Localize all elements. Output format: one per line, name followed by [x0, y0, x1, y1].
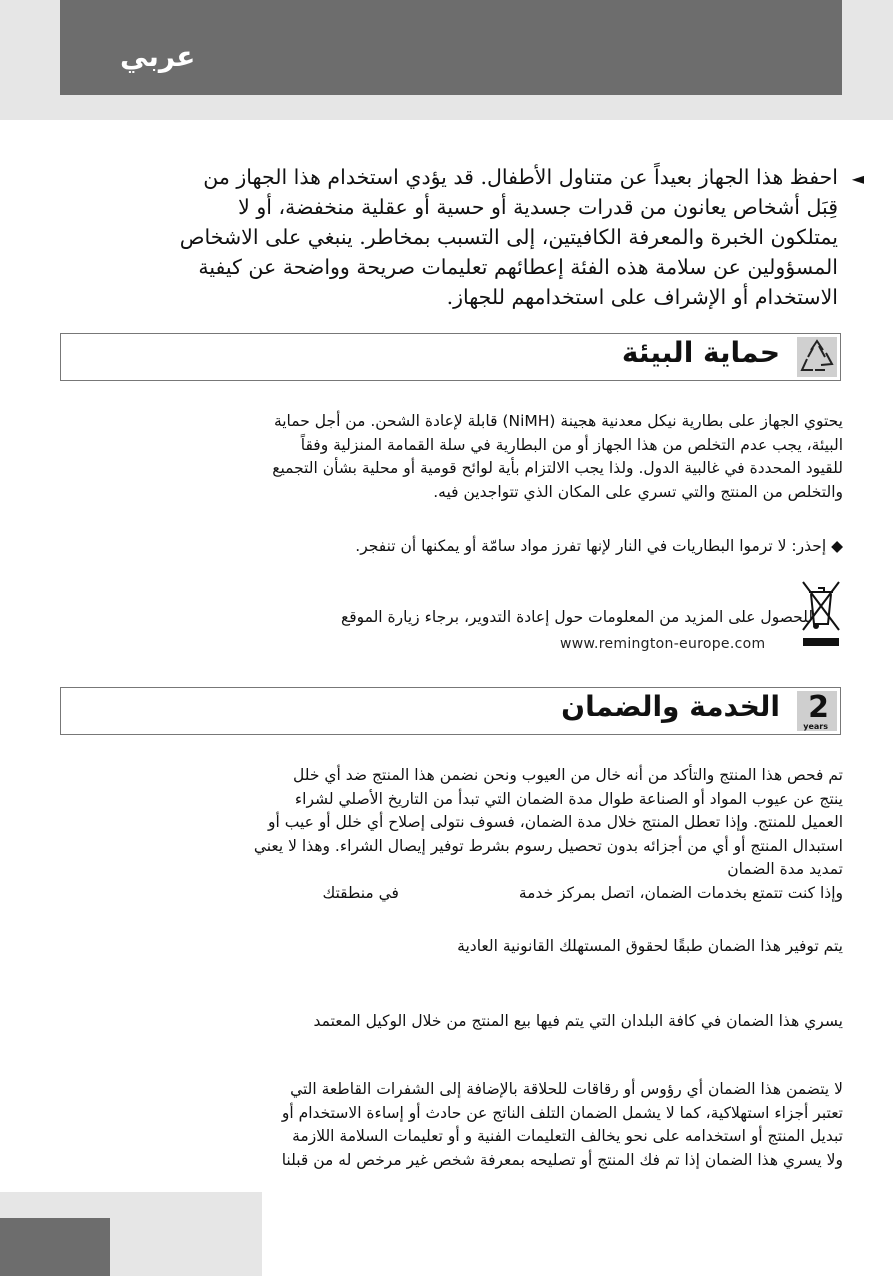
battery-caution	[53, 535, 843, 559]
warranty-line: تعتبر أجزاء استهلاكية، كما لا يشمل الضمان التلف الناتج عن حادث أو إساءة الاستخدام أو	[281, 1103, 843, 1122]
warranty-line: يتم توفير هذا الضمان طبقًا لحقوق المستهلك القانونية العادية	[457, 937, 843, 955]
warranty-paragraph-3	[53, 1010, 843, 1034]
warranty-line: تم فحص هذا المنتج والتأكد من أنه خال من العيوب ونحن نضمن هذا المنتج ضد أي خلل	[292, 766, 843, 784]
environment-section-header	[60, 333, 841, 381]
warranty-line: ولا يسري هذا الضمان إذا تم فك المنتج أو تصليحه بمعرفة شخص غير مرخص له من قبلنا	[281, 1150, 843, 1169]
recycling-info-text: للحصول على المزيد من المعلومات حول إعادة التدوير، برجاء زيارة الموقع	[340, 608, 813, 626]
warning-line: قِبَل أشخاص يعانون من قدرات جسدية أو حسية أو عقلية منخفضة، أو لا	[238, 195, 838, 219]
child-safety-warning	[68, 162, 864, 312]
environment-title: حماية البيئة	[621, 336, 780, 369]
service-section-header	[60, 687, 841, 735]
warranty-line	[53, 882, 843, 906]
warning-line: احفظ هذا الجهاز بعيداً عن متناول الأطفال. قد يؤدي استخدام هذا الجهاز من	[203, 165, 838, 189]
warranty-line: لا يتضمن هذا الضمان أي رؤوس أو رقاقات للحلاقة بالإضافة إلى الشفرات القاطعة التي	[290, 1080, 843, 1098]
service-center-text: وإذا كنت تتمتع بخدمات الضمان، اتصل بمركز خدمة	[518, 883, 843, 902]
warranty-line: ينتج عن عيوب المواد أو الصناعة طوال مدة الضمان التي تبدأ من التاريخ الأصلي لشراء	[294, 789, 843, 808]
crossed-bin-icon	[799, 580, 843, 650]
warning-line: المسؤولين عن سلامة هذه الفئة إعطائهم تعليمات صريحة وواضحة عن كيفية	[198, 255, 838, 279]
environment-line: والتخلص من المنتج والتي تسري على المكان الذي تتواجدين فيه.	[433, 482, 843, 501]
environment-line: يحتوي الجهاز على بطارية نيكل معدنية هجينة (NiMH) قابلة لإعادة الشحن. من أجل حماية	[273, 412, 843, 430]
warranty-line: استبدال المنتج أو أي من أجزائه بدون تحصيل رسوم بشرط توفير إيصال الشراء. وهذا لا يعني	[253, 836, 843, 855]
language-label: عربي	[120, 40, 196, 73]
warranty-line: تبديل المنتج أو استخدامه على نحو يخالف التعليمات الفنية و أو تعليمات السلامة اللازمة	[292, 1127, 843, 1145]
recycling-info	[83, 606, 813, 630]
website-link[interactable]: www.remington-europe.com	[560, 636, 766, 652]
warranty-paragraph-4	[53, 1078, 843, 1172]
recycle-icon	[797, 337, 837, 377]
environment-line: البيئة، يجب عدم التخلص من هذا الجهاز أو من البطارية في سلة القمامة المنزلية وفقاً	[300, 435, 843, 454]
warranty-line: يسري هذا الضمان في كافة البلدان التي يتم فيها بيع المنتج من خلال الوكيل المعتمد	[313, 1012, 843, 1030]
environment-body	[53, 410, 843, 504]
caution-text: إحذر: لا ترموا البطاريات في النار لإنها تفرز مواد سامّة أو يمكنها أن تنفجر.	[355, 537, 827, 555]
footer-page-block	[0, 1218, 110, 1276]
service-title: الخدمة والضمان	[561, 690, 780, 723]
region-text: في منطقتك	[322, 883, 399, 902]
warranty-line: تمديد مدة الضمان	[727, 860, 843, 878]
warranty-years-number: 2	[808, 690, 829, 725]
warranty-paragraph-1	[53, 764, 843, 905]
warning-line: الاستخدام أو الإشراف على استخدامهم للجهاز.	[446, 285, 838, 309]
diamond-bullet-icon: ◆	[826, 537, 843, 555]
warranty-line: العميل للمنتج. وإذا تعطل المنتج خلال مدة الضمان، فسوف نتولى إصلاح أي خلل أو عيب أو	[268, 813, 843, 831]
triangle-bullet-icon: ◄	[851, 169, 864, 188]
environment-line: للقيود المحددة في غالبية الدول. ولذا يجب الالتزام بأية لوائح قومية أو محلية بشأن التجميع	[272, 459, 843, 477]
warning-line: يمتلكون الخبرة والمعرفة الكافيتين، إلى التسبب بمخاطر. ينبغي على الاشخاص	[179, 225, 838, 249]
warranty-years-label: years	[803, 722, 828, 731]
warranty-paragraph-2	[53, 935, 843, 959]
two-years-warranty-icon	[797, 691, 837, 731]
